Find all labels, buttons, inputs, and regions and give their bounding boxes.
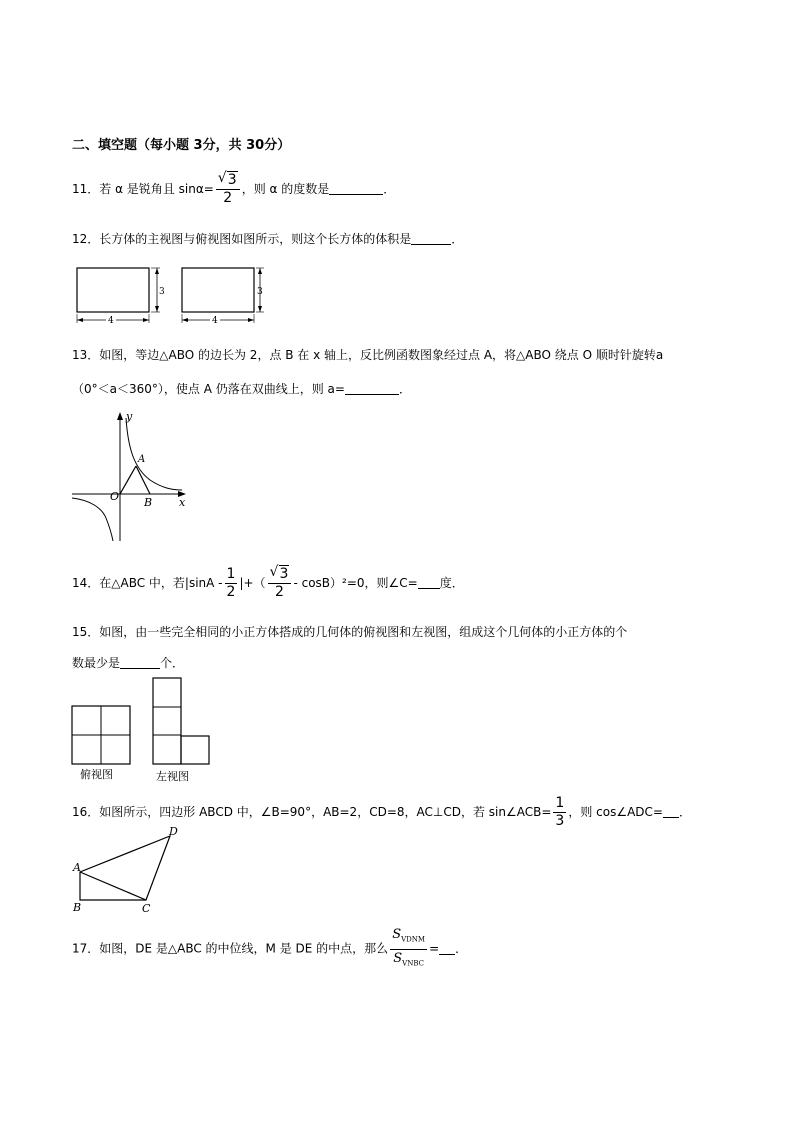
q12-end: ．	[451, 232, 464, 246]
q16-fraction	[553, 795, 566, 830]
label-x: x	[179, 496, 186, 509]
q11-numerator: 3	[227, 172, 237, 188]
q12-answer-blank[interactable]	[411, 232, 451, 245]
label-a: A	[138, 454, 146, 465]
q15-caption-top-view: 俯视图	[80, 768, 113, 781]
q12-arrow-up	[155, 268, 159, 274]
q14-prefix: 14．在△ABC 中，若|sinA -	[72, 576, 223, 590]
q16-figure	[70, 822, 190, 914]
q15-left-view-extra-square	[181, 736, 209, 764]
label-y: y	[126, 410, 133, 423]
label-c: C	[142, 902, 151, 914]
q11-fraction: √ 3 2	[216, 172, 240, 207]
q11-suffix: ，则 α 的度数是	[241, 182, 330, 196]
q16-numerator: 1	[555, 795, 565, 811]
q17-suffix: =	[429, 941, 440, 956]
q12-arrow-right	[248, 318, 254, 322]
q17-end: ．	[455, 941, 468, 956]
q11-denominator: 2	[223, 190, 233, 206]
q16-denominator: 3	[555, 813, 565, 829]
q15-line2-end: 个．	[160, 656, 185, 670]
q12-arrow-up	[258, 268, 262, 274]
q13-end: ．	[398, 382, 411, 396]
question-12	[72, 231, 463, 247]
hyperbola-branch-1	[126, 418, 182, 490]
q15-answer-blank[interactable]	[120, 656, 160, 669]
segment-ab	[136, 466, 150, 494]
q11-prefix: 11．若 α 是锐角且 sinα=	[72, 182, 214, 196]
q17-numerator-s: S	[392, 927, 402, 942]
q11-answer-blank[interactable]	[329, 182, 383, 195]
q12-front-height-label: 3	[159, 287, 165, 297]
q12-arrow-right	[143, 318, 149, 322]
q12-top-width-label: 4	[212, 316, 218, 326]
q14-end: 度．	[439, 576, 464, 590]
quadrilateral-abcd	[80, 836, 170, 900]
segment-ac	[80, 872, 146, 900]
q16-answer-blank[interactable]	[663, 805, 679, 818]
q14-numerator-2: 3	[279, 566, 289, 582]
q15-figure	[70, 676, 220, 766]
hyperbola-branch-3	[72, 498, 113, 541]
q17-denominator-s: S	[393, 950, 403, 966]
label-d: D	[169, 825, 178, 838]
q13-answer-blank[interactable]	[345, 382, 399, 395]
question-11	[72, 172, 395, 207]
q17-answer-blank[interactable]	[439, 942, 455, 955]
q14-denominator-2: 2	[275, 584, 284, 600]
label-o: O	[110, 490, 120, 503]
q12-front-width-label: 4	[108, 316, 114, 326]
section-title: 二、填空题（每小题 3分，共 30分）	[72, 138, 291, 153]
q16-prefix: 16．如图所示，四边形 ABCD 中，∠B=90°，AB=2，CD=8，AC⊥CD，若 sin∠ACB=	[72, 805, 552, 819]
q12-front-view-rect	[77, 268, 149, 312]
segment-oa	[120, 466, 136, 494]
q17-prefix: 17．如图，DE 是△ABC 的中位线，M 是 DE 的中点，那么	[72, 941, 389, 956]
q14-fraction-1	[225, 566, 238, 601]
q14-mid: |+（	[239, 576, 266, 590]
q17-denominator-sub: VNBC	[402, 959, 424, 968]
label-b: B	[144, 496, 153, 509]
question-14	[72, 566, 464, 601]
q12-arrow-down	[155, 306, 159, 312]
q13-line2-text: （0°＜a＜360°），使点 A 仍落在双曲线上，则 a=	[72, 382, 345, 396]
q14-mid2: - cosB）²=0，则∠C=	[293, 576, 418, 590]
question-15-line2	[72, 655, 184, 671]
q12-arrow-left	[182, 318, 188, 322]
q12-arrow-down	[258, 306, 262, 312]
q15-left-view-column	[153, 678, 181, 764]
question-13-line2	[72, 381, 411, 397]
q12-figure	[74, 264, 274, 326]
q12-text: 12．长方体的主视图与俯视图如图所示，则这个长方体的体积是	[72, 232, 412, 246]
question-17	[72, 926, 467, 972]
q13-figure	[70, 408, 192, 544]
q12-arrow-left	[77, 318, 83, 322]
q17-area-ratio	[390, 926, 427, 972]
label-b: B	[73, 901, 82, 914]
q14-numerator-1: 1	[226, 566, 236, 582]
q11-end: ．	[383, 182, 396, 196]
question-13-line1: 13．如图，等边△ABO 的边长为 2，点 B 在 x 轴上，反比例函数图象经过点 A，将△ABO 绕点 O 顺时针旋转a	[72, 348, 664, 362]
q12-top-view-rect	[182, 268, 254, 312]
q15-line2-prefix: 数最少是	[72, 656, 121, 670]
q14-denominator-1: 2	[226, 584, 236, 600]
q14-fraction-2: √ 3 2	[268, 566, 292, 601]
question-15-line1: 15．如图，由一些完全相同的小正方体搭成的几何体的俯视图和左视图，组成这个几何体的小正方体的个	[72, 625, 628, 639]
y-axis-arrow	[117, 412, 123, 420]
q16-suffix: ，则 cos∠ADC=	[568, 805, 663, 819]
q15-caption-left-view: 左视图	[156, 770, 189, 783]
label-a: A	[73, 861, 81, 874]
q12-top-height-label: 3	[257, 287, 263, 297]
q14-answer-blank[interactable]	[418, 576, 440, 589]
q17-numerator-sub: VDNM	[401, 935, 426, 944]
q16-end: ．	[678, 805, 691, 819]
